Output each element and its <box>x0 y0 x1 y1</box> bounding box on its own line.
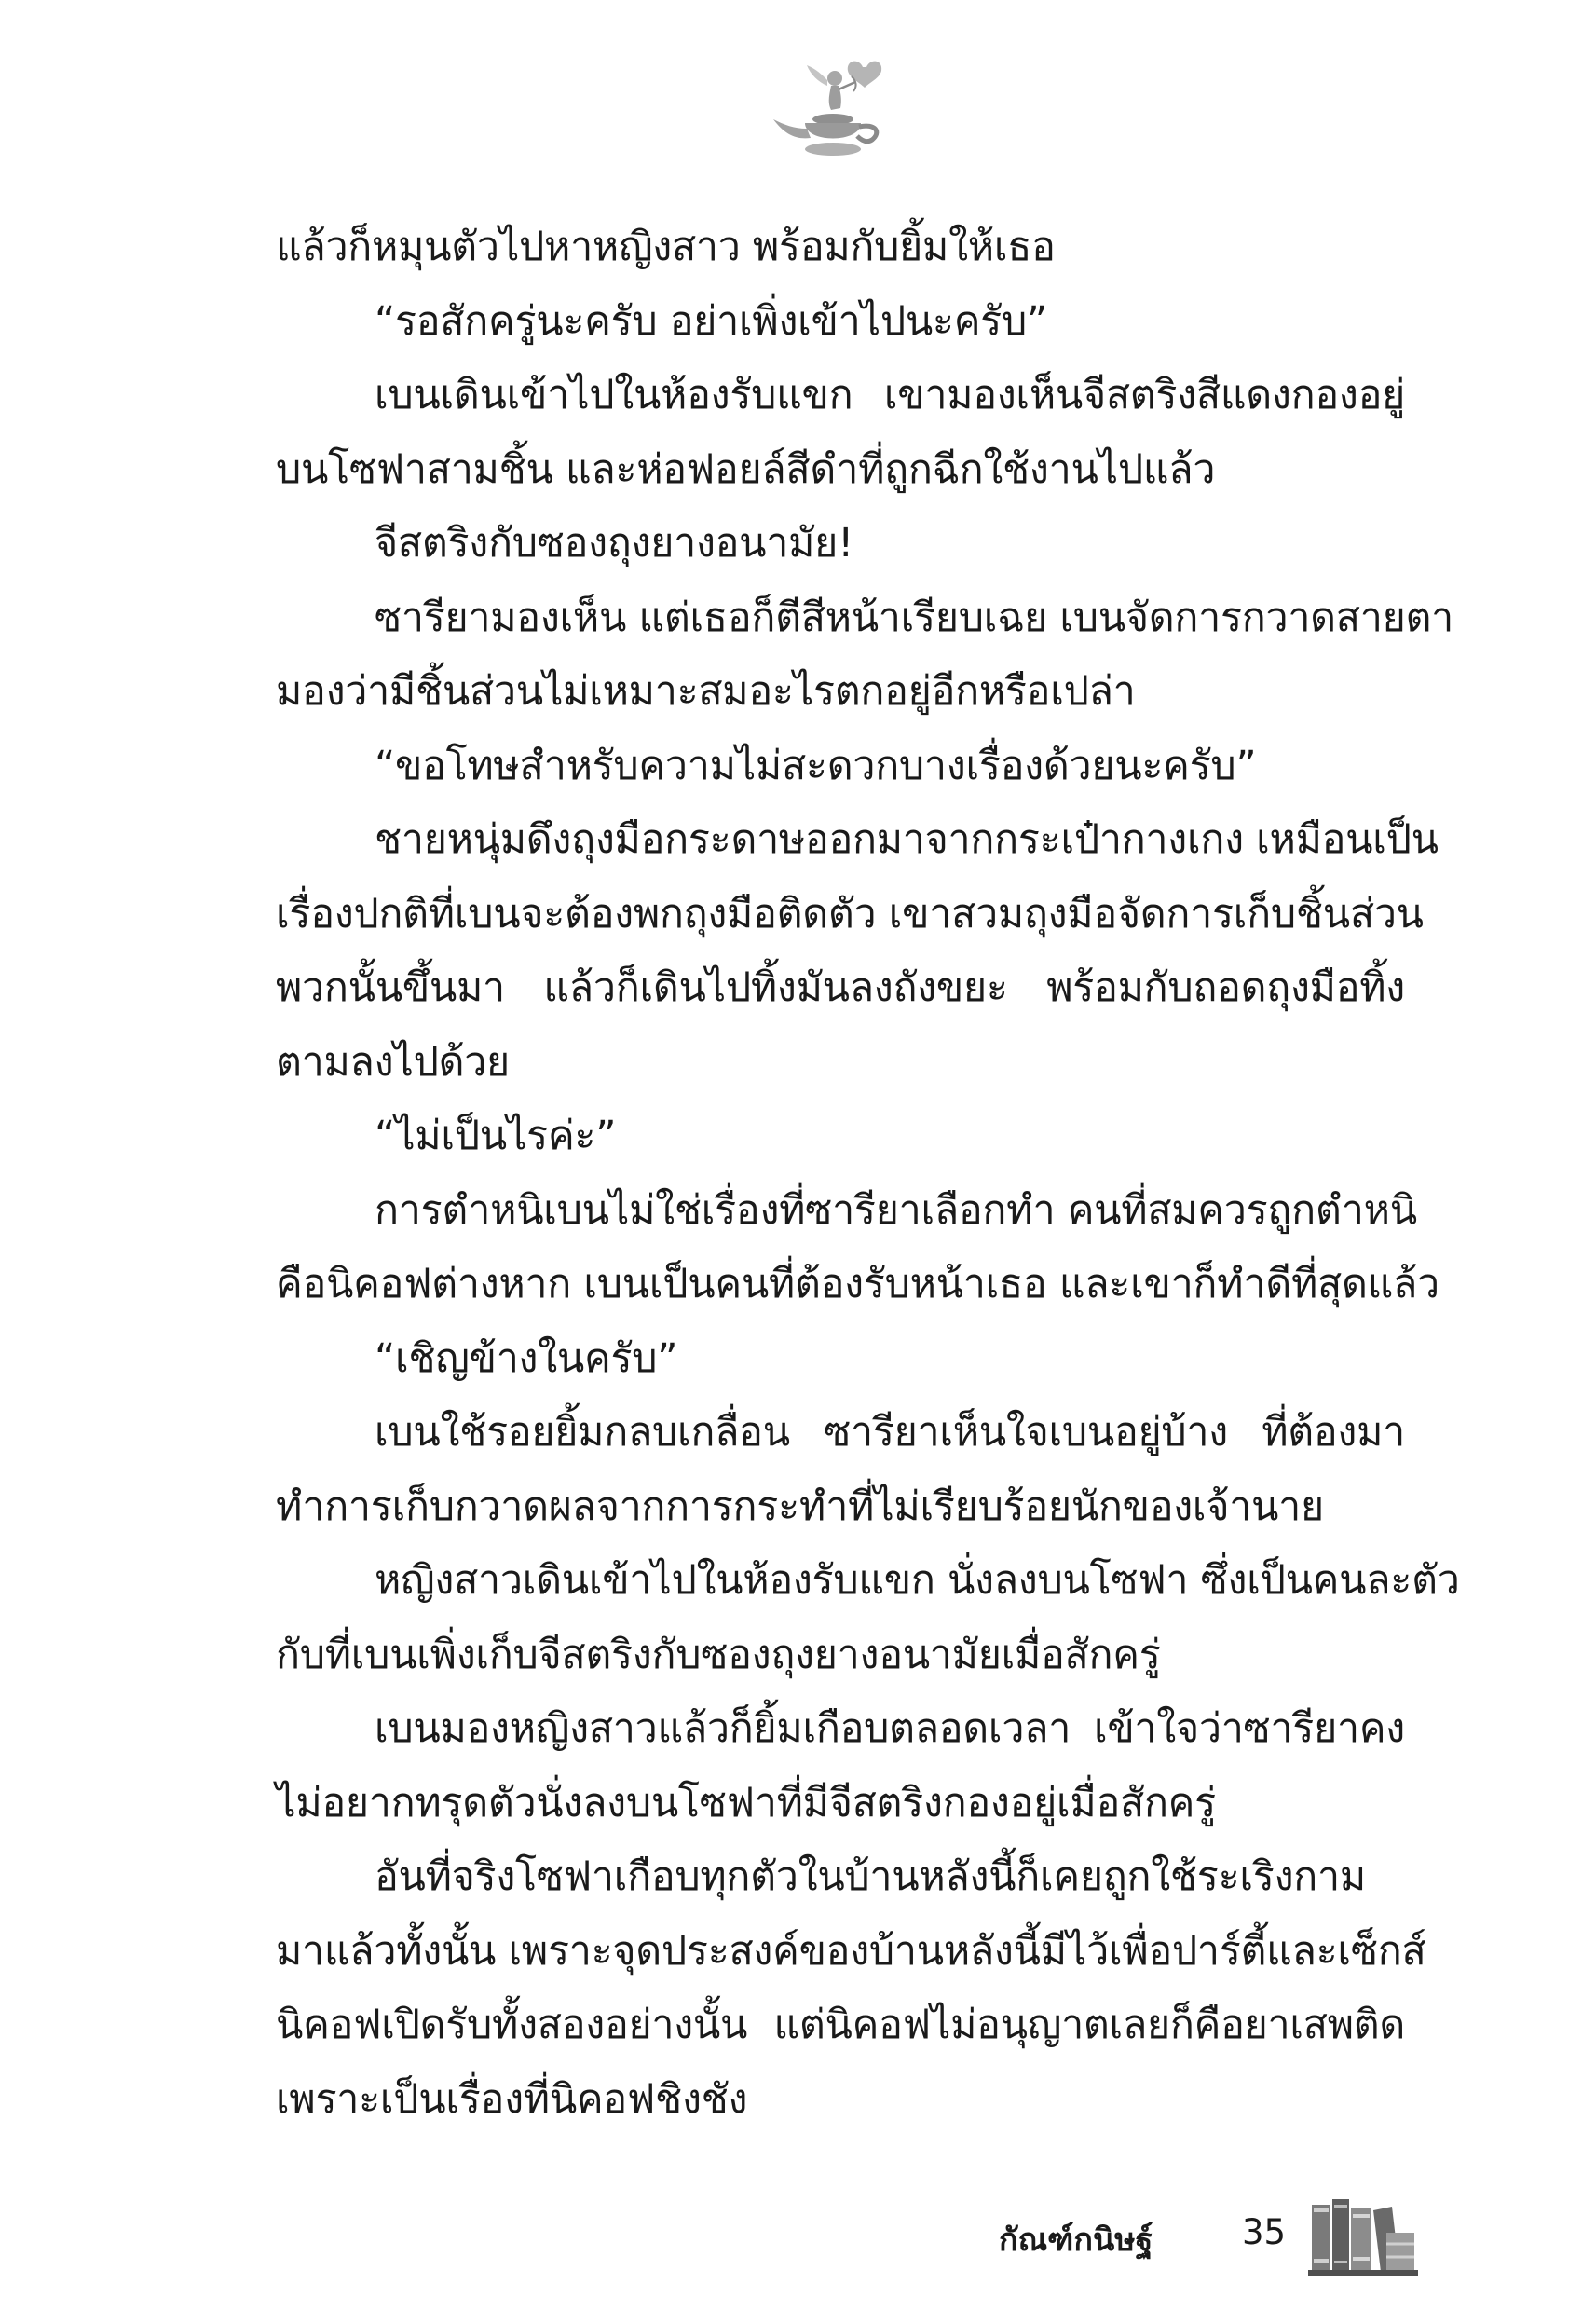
book-title: กัณฑ์กนิษฐ์ <box>999 2222 1153 2259</box>
text-line: การตำหนิเบนไม่ใช่เรื่องที่ซารียาเลือกทำ คนที่สมควรถูกตำหนิ <box>375 1186 1417 1234</box>
text-line: “รอสักครู่นะครับ อย่าเพิ่งเข้าไปนะครับ” <box>375 297 1047 345</box>
chapter-body-text <box>276 211 1460 2137</box>
text-line: ทำการเก็บกวาดผลจากการกระทำที่ไม่เรียบร้อยนักของเจ้านาย <box>276 1483 1324 1530</box>
text-line: ซารียามองเห็น แต่เธอก็ตีสีหน้าเรียบเฉย เบนจัดการกวาดสายตา <box>375 594 1453 641</box>
books-icon <box>1306 2192 1420 2277</box>
text-line: เบนเดินเข้าไปในห้องรับแขก เขามองเห็นจีสตริงสีแดงกองอยู่ <box>375 372 1405 418</box>
text-line: อันที่จริงโซฟาเกือบทุกตัวในบ้านหลังนี้ก็เคยถูกใช้ระเริงกาม <box>375 1853 1366 1900</box>
text-line: ตามลงไปด้วย <box>276 1038 510 1086</box>
page-footer <box>0 2192 1596 2285</box>
text-line: นิคอฟเปิดรับทั้งสองอย่างนั้น แต่นิคอฟไม่อนุญาตเลยก็คือยาเสพติด <box>276 2002 1405 2048</box>
text-line: พวกนั้นขึ้นมา แล้วก็เดินไปทิ้งมันลงถังขยะ พร้อมกับถอดถุงมือทิ้ง <box>276 964 1405 1011</box>
page-number: 35 <box>1242 2212 1287 2252</box>
text-line: หญิงสาวเดินเข้าไปในห้องรับแขก นั่งลงบนโซฟา ซึ่งเป็นคนละตัว <box>375 1557 1460 1604</box>
text-line: มองว่ามีชิ้นส่วนไม่เหมาะสมอะไรตกอยู่อีกหรือเปล่า <box>276 668 1136 715</box>
text-line: ชายหนุ่มดึงถุงมือกระดาษออกมาจากกระเป๋ากางเกง เหมือนเป็น <box>375 816 1439 863</box>
cupid-lamp-icon <box>762 54 902 166</box>
text-line: ไม่อยากทรุดตัวนั่งลงบนโซฟาที่มีจีสตริงกองอยู่เมื่อสักครู่ <box>276 1779 1216 1826</box>
text-line: มาแล้วทั้งนั้น เพราะจุดประสงค์ของบ้านหลังนี้มีไว้เพื่อปาร์ตี้และเซ็กส์ <box>276 1927 1426 1975</box>
text-line: บนโซฟาสามชิ้น และห่อฟอยล์สีดำที่ถูกฉีกใช้งานไปแล้ว <box>276 445 1216 493</box>
text-line: แล้วก็หมุนตัวไปหาหญิงสาว พร้อมกับยิ้มให้เธอ <box>276 224 1056 270</box>
text-line: “ขอโทษสำหรับความไม่สะดวกบางเรื่องด้วยนะครับ” <box>375 742 1257 789</box>
text-line: เบนมองหญิงสาวแล้วก็ยิ้มเกือบตลอดเวลา เข้าใจว่าซารียาคง <box>375 1705 1405 1752</box>
text-line: เรื่องปกติที่เบนจะต้องพกถุงมือติดตัว เขาสวมถุงมือจัดการเก็บชิ้นส่วน <box>276 890 1424 937</box>
text-line: เพราะเป็นเรื่องที่นิคอฟชิงชัง <box>276 2075 748 2123</box>
text-line: กับที่เบนเพิ่งเก็บจีสตริงกับซองถุงยางอนามัยเมื่อสักครู่ <box>276 1631 1161 1678</box>
text-line: “ไม่เป็นไรค่ะ” <box>375 1113 617 1159</box>
text-line: จีสตริงกับซองถุงยางอนามัย! <box>375 520 854 567</box>
text-line: “เชิญข้างในครับ” <box>375 1334 678 1382</box>
text-line: คือนิคอฟต่างหาก เบนเป็นคนที่ต้องรับหน้าเธอ และเขาก็ทำดีที่สุดแล้ว <box>276 1261 1439 1307</box>
text-line: เบนใช้รอยยิ้มกลบเกลื่อน ซารียาเห็นใจเบนอยู่บ้าง ที่ต้องมา <box>375 1409 1405 1456</box>
